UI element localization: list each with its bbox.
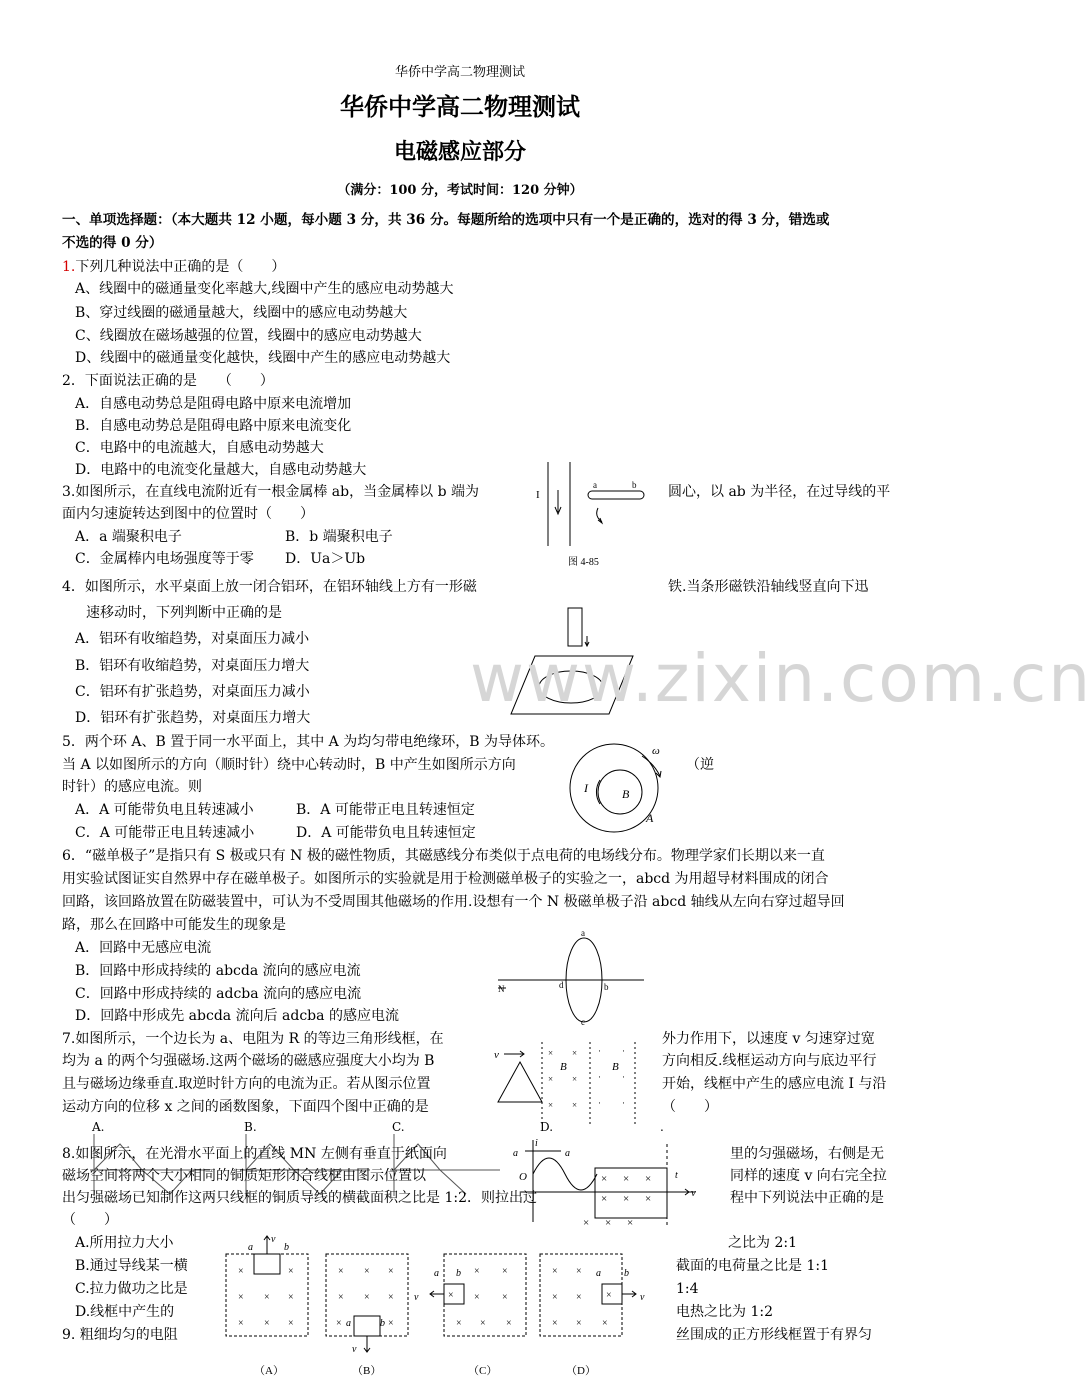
q7-choice-a: A. [92, 1120, 105, 1134]
q4-option-b: B．铝环有收缩趋势，对桌面压力增大 [75, 658, 310, 674]
svg-text:×: × [338, 1266, 344, 1277]
q8-stem-2b: 同样的速度 v 向右完全拉 [730, 1168, 887, 1184]
q6-option-b: B．回路中形成持续的 abcda 流向的感应电流 [75, 963, 361, 979]
q6-point-b: b [604, 982, 609, 992]
q9-stem-1: 9. 粗细均匀的电阻 [62, 1327, 178, 1343]
svg-text:×: × [576, 1318, 582, 1329]
q8-option-c-cont: 1:4 [676, 1281, 699, 1297]
q7-choice-c: C. [392, 1120, 405, 1134]
q1-option-a: A、线圈中的磁通量变化率越大,线圈中产生的感应电动势越大 [75, 281, 454, 297]
q6-point-a: a [581, 928, 585, 938]
q5-option-c: C．A 可能带正电且转速减小 [75, 825, 255, 841]
q3-caption: 图 4-85 [568, 557, 599, 568]
q5-option-d: D．A 可能带负电且转速恒定 [296, 825, 476, 841]
q7-field-b2: B [612, 1061, 619, 1073]
svg-text:×: × [238, 1266, 244, 1277]
q3-end-b: b [632, 480, 637, 490]
q9-b-label-3: b [456, 1268, 461, 1279]
q2-option-c: C．电路中的电流越大，自感电动势越大 [75, 440, 324, 456]
q1-stem: 1.下列几种说法中正确的是（ ） [62, 259, 286, 275]
q5-omega: ω [652, 745, 660, 757]
q7-choice-d: D. [540, 1120, 554, 1134]
svg-text:×: × [548, 1048, 554, 1058]
svg-text:×: × [627, 1217, 634, 1229]
svg-text:×: × [548, 1074, 554, 1084]
q8-width-a2: a [565, 1148, 570, 1159]
q7-stem-2b: 方向相反.线框运动方向与底边平行 [662, 1053, 877, 1069]
q9-v-label-3: v [414, 1292, 419, 1303]
svg-text:×: × [388, 1266, 394, 1277]
q9-b-label-2: b [380, 1318, 385, 1329]
q8-stem-3: 出匀强磁场已知制作这两只线框的铜质导线的横截面积之比是 1:2．则拉出过 [62, 1190, 537, 1206]
q3-figure [530, 462, 660, 572]
q5-stem-2b: （逆 [686, 757, 714, 773]
svg-text:×: × [364, 1292, 370, 1303]
q2-option-a: A．自感电动势总是阻碍电路中原来电流增加 [75, 396, 352, 412]
svg-text:·: · [622, 1072, 625, 1082]
svg-text:×: × [572, 1100, 578, 1110]
q7-field-b1: B [560, 1061, 567, 1073]
q9-a-label-2: a [346, 1318, 351, 1329]
svg-text:×: × [456, 1318, 462, 1329]
q5-figure [562, 740, 672, 840]
q8-option-d: D.线框中产生的 [75, 1304, 175, 1320]
svg-text:×: × [338, 1292, 344, 1303]
q8-option-d-cont: 电热之比为 1:2 [676, 1304, 773, 1320]
q7-figure [490, 1040, 640, 1126]
q7-stem-1b: 外力作用下，以速度 v 匀速穿过宽 [662, 1031, 875, 1047]
svg-text:×: × [572, 1074, 578, 1084]
svg-text:×: × [288, 1292, 294, 1303]
svg-text:·: · [622, 1098, 625, 1108]
svg-text:·: · [622, 1046, 625, 1056]
q9-figure-label-c: （C） [468, 1365, 498, 1377]
q5-stem-3: 时针）的感应电流。则 [62, 779, 202, 795]
q5-option-b: B．A 可能带正电且转速恒定 [296, 802, 475, 818]
svg-text:×: × [448, 1290, 454, 1301]
svg-text:×: × [238, 1318, 244, 1329]
q3-stem-2: 面内匀速旋转达到图中的位置时（ ） [62, 506, 314, 522]
q8-axis-t: t [675, 1170, 678, 1181]
svg-text:×: × [572, 1048, 578, 1058]
svg-text:×: × [602, 1318, 608, 1329]
q8-stem-3b: 程中下列说法中正确的是 [730, 1190, 884, 1206]
q6-stem-1: 6．“磁单极子”是指只有 S 极或只有 N 极的磁性物质，其磁感线分布类似于点电荷的电场线分布。物理学家们长期以来一直 [62, 848, 825, 864]
running-title: 华侨中学高二物理测试 [394, 65, 525, 80]
q9-figure-label-a: （A） [254, 1365, 284, 1377]
svg-text:×: × [288, 1266, 294, 1277]
svg-text:×: × [502, 1292, 508, 1303]
q7-stem-4: 运动方向的位移 x 之间的函数图象，下面四个图中正确的是 [62, 1099, 429, 1115]
svg-text:×: × [552, 1292, 558, 1303]
q2-option-d: D．电路中的电流变化量越大，自感电动势越大 [75, 462, 367, 478]
q1-option-c: C、线圈放在磁场越强的位置，线圈中的感应电动势越大 [75, 328, 422, 344]
svg-text:×: × [576, 1292, 582, 1303]
q7-stem-2: 均为 a 的两个匀强磁场.这两个磁场的磁感应强度大小均为 B [62, 1053, 435, 1069]
q9-v-label-2: v [352, 1344, 357, 1355]
q7-choice-b: B. [244, 1120, 257, 1134]
q5-ring-b-label: B [622, 787, 630, 801]
q4-stem-1b: 铁.当条形磁铁沿轴线竖直向下迅 [668, 579, 869, 595]
q7-stem-3: 且与磁场边缘垂直.取逆时针方向的电流为正。若从图示位置 [62, 1076, 431, 1092]
q6-monopole-n: N [498, 984, 505, 994]
page-subtitle: 电磁感应部分 [393, 139, 526, 165]
svg-text:×: × [264, 1292, 270, 1303]
q1-number: 1. [62, 259, 76, 275]
q8-velocity: v [691, 1187, 696, 1199]
q6-figure [492, 928, 652, 1026]
svg-text:×: × [264, 1318, 270, 1329]
q9-figure-label-b: （B） [352, 1365, 382, 1377]
q7-velocity-label: v [494, 1049, 499, 1061]
q8-option-b-cont: 截面的电荷量之比是 1:1 [676, 1258, 829, 1274]
exam-meta: （满分：100 分，考试时间：120 分钟） [337, 183, 583, 198]
q9-b-label-1: b [284, 1242, 289, 1253]
q9-figures [218, 1228, 658, 1388]
svg-text:·: · [598, 1046, 601, 1056]
svg-text:×: × [548, 1100, 554, 1110]
svg-text:×: × [474, 1266, 480, 1277]
q8-stem-2: 磁场空间将两个大小相同的铜质矩形闭合线框由图示位置以 [62, 1168, 426, 1184]
svg-text:×: × [645, 1193, 652, 1205]
q2-stem: 2．下面说法正确的是 （ ） [62, 373, 274, 389]
svg-text:×: × [601, 1173, 608, 1185]
q3-option-b: B．b 端聚积电子 [285, 529, 393, 545]
q5-current-label: I [584, 781, 588, 795]
svg-text:×: × [552, 1266, 558, 1277]
svg-text:×: × [583, 1217, 590, 1229]
q6-stem-4: 路，那么在回路中可能发生的现象是 [62, 917, 286, 933]
svg-text:·: · [598, 1072, 601, 1082]
svg-text:×: × [502, 1266, 508, 1277]
q8-stem-1: 8.如图所示，在光滑水平面上的直线 MN 左侧有垂直于纸面向 [62, 1146, 447, 1162]
q3-option-c: C．金属棒内电场强度等于零 [75, 551, 254, 567]
svg-text:×: × [336, 1318, 342, 1329]
q3-option-a: A．a 端聚积电子 [75, 529, 182, 545]
q8-origin: O [519, 1171, 527, 1183]
svg-text:×: × [552, 1318, 558, 1329]
q4-option-c: C．铝环有扩张趋势，对桌面压力减小 [75, 684, 310, 700]
section-heading: 一、单项选择题：（本大题共 12 小题，每小题 3 分，共 36 分。每题所给的选项中只有一个是正确的，选对的得 3 分，错选或 [62, 212, 830, 228]
q3-stem-1b: 圆心，以 ab 为半径，在过导线的平 [668, 484, 891, 500]
svg-text:×: × [474, 1292, 480, 1303]
watermark: www.zixin.com.cn [470, 640, 1092, 717]
q6-option-c: C．回路中形成持续的 adcba 流向的感应电流 [75, 986, 362, 1002]
svg-text:×: × [601, 1193, 608, 1205]
q9-v-label-4: v [640, 1292, 645, 1303]
q8-width-a: a [513, 1148, 518, 1159]
section-heading-cont: 不选的得 0 分） [62, 235, 163, 251]
q6-point-d: d [559, 980, 564, 990]
q7-stem-3b: 开始，线框中产生的感应电流 I 与沿 [662, 1076, 887, 1092]
q7-stem-1: 7.如图所示，一个边长为 a、电阻为 R 的等边三角形线框，在 [62, 1031, 444, 1047]
q3-current-label: I [536, 489, 540, 501]
svg-text:×: × [623, 1173, 630, 1185]
q8-figure [505, 1136, 705, 1232]
q5-stem-2: 当 A 以如图所示的方向（顺时针）绕中心转动时，B 中产生如图所示方向 [62, 757, 516, 773]
svg-text:·: · [598, 1098, 601, 1108]
q4-stem-2: 速移动时，下列判断中正确的是 [86, 605, 282, 621]
q6-option-a: A．回路中无感应电流 [75, 940, 212, 956]
q7-stem-4b: （ ） [662, 1099, 718, 1115]
page-title: 华侨中学高二物理测试 [340, 92, 580, 121]
q3-option-d: D．Ua＞Ub [285, 551, 366, 567]
q8-axis-i: i [535, 1138, 538, 1149]
svg-text:×: × [576, 1266, 582, 1277]
q8-option-a: A.所用拉力大小 [75, 1235, 174, 1251]
q4-option-d: D．铝环有扩张趋势，对桌面压力增大 [75, 710, 311, 726]
q8-stem-4: （ ） [62, 1212, 118, 1228]
q9-a-label-1: a [248, 1242, 253, 1253]
q5-option-a: A．A 可能带负电且转速减小 [75, 802, 254, 818]
svg-text:×: × [506, 1318, 512, 1329]
q8-option-a-cont: 之比为 2:1 [728, 1235, 797, 1251]
svg-text:×: × [288, 1318, 294, 1329]
svg-text:×: × [623, 1193, 630, 1205]
svg-text:×: × [388, 1318, 394, 1329]
q3-end-a: a [593, 480, 597, 490]
svg-text:×: × [480, 1318, 486, 1329]
svg-text:×: × [364, 1266, 370, 1277]
q5-stem-1: 5．两个环 A、B 置于同一水平面上，其中 A 为均匀带电绝缘环，B 为导体环。 [62, 734, 554, 750]
svg-text:×: × [388, 1292, 394, 1303]
q9-figure-label-d: （D） [566, 1365, 596, 1377]
q9-v-label-1: v [271, 1234, 276, 1245]
q3-stem-1: 3.如图所示，在直线电流附近有一根金属棒 ab，当金属棒以 b 端为 [62, 484, 479, 500]
q9-a-label-3: a [434, 1268, 439, 1279]
q5-ring-a-label: A [646, 811, 654, 825]
svg-text:×: × [606, 1290, 612, 1301]
q1-option-d: D、线圈中的磁通量变化越快，线圈中产生的感应电动势越大 [75, 350, 451, 366]
q2-option-b: B．自感电动势总是阻碍电路中原来电流变化 [75, 418, 352, 434]
q1-option-b: B、穿过线圈的磁通量越大，线圈中的感应电动势越大 [75, 305, 408, 321]
q9-a-label-4: a [596, 1268, 601, 1279]
q8-option-b: B.通过导线某一横 [75, 1258, 188, 1274]
q4-stem-1: 4．如图所示，水平桌面上放一闭合铝环，在铝环轴线上方有一形磁 [62, 579, 477, 595]
svg-text:×: × [605, 1217, 612, 1229]
q6-option-d: D．回路中形成先 abcda 流向后 adcba 的感应电流 [75, 1008, 399, 1024]
svg-text:×: × [238, 1292, 244, 1303]
q6-stem-2: 用实验试图证实自然界中存在磁单极子。如图所示的实验就是用于检测磁单极子的实验之一，abcd 为用超导材料围成的闭合 [62, 871, 829, 887]
q4-option-a: A．铝环有收缩趋势，对桌面压力减小 [75, 631, 310, 647]
q6-point-c: c [581, 1017, 585, 1027]
q7-dot: . [660, 1120, 664, 1134]
svg-text:×: × [645, 1173, 652, 1185]
q8-option-c: C.拉力做功之比是 [75, 1281, 188, 1297]
q9-b-label-4: b [624, 1268, 629, 1279]
q9-stem-1b: 丝围成的正方形线框置于有界匀 [676, 1327, 872, 1343]
q6-stem-3: 回路，该回路放置在防磁装置中，可认为不受周围其他磁场的作用.设想有一个 N 极磁单极子沿 abcd 轴线从左向右穿过超导回 [62, 894, 845, 910]
q8-stem-1b: 里的匀强磁场，右侧是无 [730, 1146, 884, 1162]
